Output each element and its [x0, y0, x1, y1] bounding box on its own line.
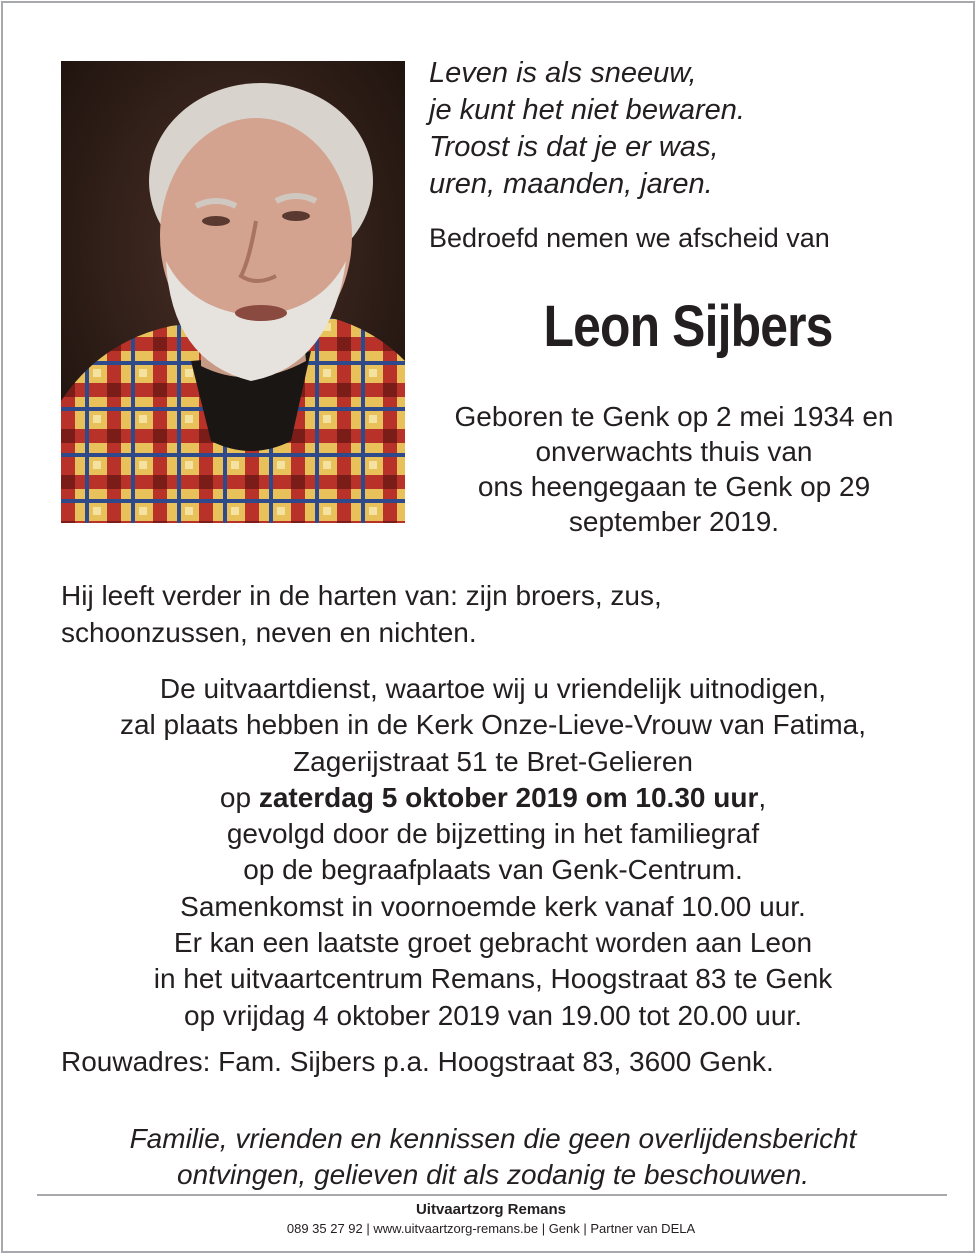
poem-line: je kunt het niet bewaren.: [429, 94, 745, 126]
service-line: Zagerijstraat 51 te Bret-Gelieren: [293, 745, 693, 777]
birth-death-line: september 2019.: [568, 506, 780, 537]
farewell-intro: Bedroefd nemen we afscheid van: [429, 223, 830, 253]
mourning-address: Rouwadres: Fam. Sijbers p.a. Hoogstraat 83, 3600 Genk.: [61, 1046, 774, 1077]
funeral-service-details: [43, 671, 943, 1034]
notice-text: [43, 1121, 943, 1193]
poem-line: uren, maanden, jaren.: [429, 168, 713, 200]
footer-divider: [37, 1194, 947, 1196]
service-line: zal plaats hebben in de Kerk Onze-Lieve-Vrouw van Fatima,: [119, 709, 867, 741]
survivors-line: schoonzussen, neven en nichten.: [61, 617, 477, 648]
service-line: in het uitvaartcentrum Remans, Hoogstraat 83 te Genk: [153, 963, 833, 995]
service-line: op vrijdag 4 oktober 2019 van 19.00 tot 20.00 uur.: [183, 999, 802, 1031]
service-line: Er kan een laatste groet gebracht worden aan Leon: [173, 927, 813, 959]
birth-death-line: ons heengegaan te Genk op 29: [477, 471, 871, 502]
notice-line: ontvingen, gelieven dit als zodanig te beschouwen.: [177, 1159, 809, 1190]
survivors-line: Hij leeft verder in de harten van: zijn broers, zus,: [61, 580, 662, 611]
birth-death-line: onverwachts thuis van: [535, 436, 813, 467]
service-date: zaterdag 5 oktober 2019 om 10.30 uur: [258, 781, 759, 813]
notice-line: Familie, vrienden en kennissen die geen overlijdensbericht: [129, 1123, 857, 1154]
deceased-name: Leon Sijbers: [543, 294, 833, 359]
birth-death-text: [413, 399, 935, 539]
poem-line: Leven is als sneeuw,: [429, 57, 697, 89]
funeral-home-name: Uitvaartzorg Remans: [415, 1201, 567, 1218]
funeral-home-contact: 089 35 27 92 | www.uitvaartzorg-remans.be | Genk | Partner van DELA: [286, 1221, 696, 1236]
obituary-card: [1, 1, 975, 1253]
survivors-text: [61, 577, 921, 651]
service-line: De uitvaartdienst, waartoe wij u vriendelijk uitnodigen,: [159, 673, 827, 704]
service-line: Samenkomst in voornoemde kerk vanaf 10.00 uur.: [180, 890, 806, 922]
service-line: gevolgd door de bijzetting in het familiegraf: [226, 818, 760, 850]
birth-death-line: Geboren te Genk op 2 mei 1934 en: [454, 401, 894, 432]
portrait-photo: [61, 61, 405, 523]
service-date-prefix: op: [219, 781, 259, 813]
poem-line: Troost is dat je er was,: [429, 131, 719, 163]
poem: [429, 55, 909, 203]
service-date-suffix: ,: [758, 781, 767, 813]
service-date-line: [43, 780, 943, 816]
service-line: op de begraafplaats van Genk-Centrum.: [243, 854, 743, 886]
